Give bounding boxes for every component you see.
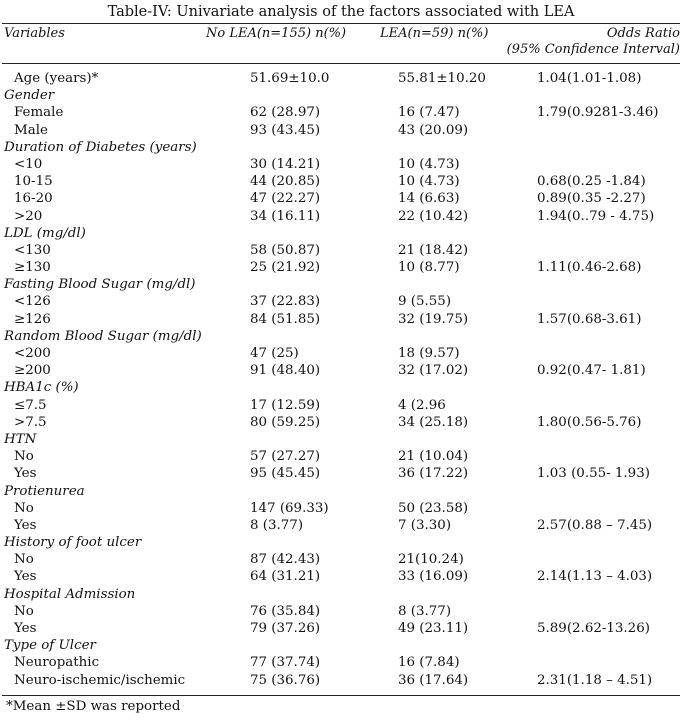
- table-row: [0, 500, 682, 517]
- section-label: HTN: [4, 431, 37, 447]
- odds-ratio-cell: 2.31(1.18 – 4.51): [537, 672, 653, 688]
- table-row: [0, 414, 682, 431]
- section-label: HBA1c (%): [4, 380, 79, 396]
- odds-ratio-cell: 0.92(0.47- 1.81): [537, 363, 646, 379]
- table-row: [0, 568, 682, 585]
- variable-label: <10: [14, 156, 43, 172]
- odds-ratio-cell: 1.11(0.46-2.68): [537, 260, 642, 276]
- lea-cell: 43 (20.09): [398, 122, 469, 138]
- table-title: Table-IV: Univariate analysis of the factors associated with LEA: [107, 4, 575, 20]
- table-row: [0, 603, 682, 620]
- lea-cell: 16 (7.84): [398, 655, 460, 671]
- section-label: Protienurea: [4, 483, 85, 499]
- odds-ratio-cell: 2.57(0.88 – 7.45): [537, 517, 653, 533]
- lea-cell: 7 (3.30): [398, 517, 452, 533]
- lea-cell: 21(10.24): [398, 552, 464, 568]
- table-row: [0, 242, 682, 259]
- odds-ratio-cell: 2.14(1.13 – 4.03): [537, 569, 653, 585]
- table-row: [0, 293, 682, 310]
- variable-label: Male: [14, 122, 48, 138]
- variable-label: <126: [14, 294, 51, 310]
- table-row: [0, 208, 682, 225]
- no-lea-cell: 80 (59.25): [250, 414, 321, 430]
- lea-cell: 21 (10.04): [398, 449, 469, 465]
- section-row: [0, 431, 682, 448]
- no-lea-cell: 77 (37.74): [250, 655, 321, 671]
- section-label: Fasting Blood Sugar (mg/dl): [4, 277, 196, 293]
- odds-ratio-cell: 0.89(0.35 -2.27): [537, 191, 646, 207]
- section-label: Random Blood Sugar (mg/dl): [4, 328, 202, 344]
- lea-cell: 34 (25.18): [398, 414, 469, 430]
- no-lea-cell: 64 (31.21): [250, 569, 321, 585]
- odds-ratio-cell: 1.04(1.01-1.08): [537, 71, 642, 86]
- table-row: [0, 345, 682, 362]
- odds-ratio-cell: 0.68(0.25 -1.84): [537, 174, 646, 190]
- no-lea-cell: 51.69±10.0: [250, 71, 330, 86]
- table-row: [0, 259, 682, 276]
- variable-label: <200: [14, 346, 51, 361]
- no-lea-cell: 34 (16.11): [250, 208, 321, 224]
- lea-cell: 36 (17.22): [398, 466, 469, 482]
- no-lea-cell: 47 (25): [250, 346, 299, 361]
- lea-cell: 33 (16.09): [398, 569, 469, 585]
- no-lea-cell: 95 (45.45): [250, 466, 321, 482]
- odds-ratio-cell: 1.80(0.56-5.76): [537, 414, 642, 430]
- table-row: [0, 311, 682, 328]
- variable-label: ≥200: [14, 363, 51, 379]
- section-row: [0, 139, 682, 156]
- section-row: [0, 328, 682, 345]
- variable-label: No: [14, 552, 34, 568]
- variable-label: Neuropathic: [14, 655, 100, 671]
- table-row: [0, 156, 682, 173]
- variable-label: Neuro-ischemic/ischemic: [14, 672, 186, 688]
- no-lea-cell: 57 (27.27): [250, 449, 321, 465]
- no-lea-cell: 25 (21.92): [250, 260, 321, 276]
- no-lea-cell: 17 (12.59): [250, 397, 321, 413]
- variable-label: Yes: [14, 621, 37, 636]
- section-label: Duration of Diabetes (years): [4, 139, 197, 155]
- table-row: [0, 104, 682, 121]
- variable-label: >7.5: [14, 414, 47, 430]
- table-row: [0, 620, 682, 637]
- header-rule: [2, 63, 680, 64]
- lea-cell: 10 (4.73): [398, 156, 460, 172]
- variable-label: ≥126: [14, 311, 51, 327]
- lea-cell: 49 (23.11): [398, 621, 469, 636]
- no-lea-cell: 93 (43.45): [250, 122, 321, 138]
- no-lea-cell: 84 (51.85): [250, 311, 321, 327]
- lea-cell: 16 (7.47): [398, 105, 460, 121]
- bottom-rule: [2, 695, 680, 696]
- odds-ratio-cell: 1.79(0.9281-3.46): [537, 105, 659, 121]
- lea-cell: 4 (2.96: [398, 397, 446, 413]
- variable-label: <130: [14, 242, 51, 258]
- lea-cell: 22 (10.42): [398, 208, 469, 224]
- no-lea-cell: 76 (35.84): [250, 603, 321, 619]
- header-no-lea: No LEA(n=155) n(%): [206, 26, 347, 41]
- variable-label: Yes: [14, 569, 37, 585]
- table-row: [0, 465, 682, 482]
- no-lea-cell: 91 (48.40): [250, 363, 321, 379]
- table-row: [0, 122, 682, 139]
- table-row: [0, 397, 682, 414]
- table-row: [0, 190, 682, 207]
- variable-label: No: [14, 603, 34, 619]
- section-row: [0, 534, 682, 551]
- header-odds-ratio-line2: (95% Confidence Interval): [506, 42, 680, 57]
- no-lea-cell: 44 (20.85): [250, 174, 321, 190]
- section-row: [0, 586, 682, 603]
- section-label: Gender: [4, 88, 55, 104]
- lea-cell: 36 (17.64): [398, 672, 469, 688]
- odds-ratio-cell: 1.94(0..79 - 4.75): [537, 208, 655, 224]
- section-label: Hospital Admission: [4, 586, 136, 602]
- variable-label: Age (years)*: [14, 71, 99, 86]
- section-label: Type of Ulcer: [4, 638, 96, 654]
- variable-label: >20: [14, 208, 43, 224]
- table-row: [0, 173, 682, 190]
- header-odds-ratio: [500, 26, 680, 58]
- table-body: [0, 70, 682, 689]
- odds-ratio-cell: 1.57(0.68-3.61): [537, 311, 642, 327]
- header-odds-ratio-line1: Odds Ratio: [606, 26, 680, 41]
- table-row: [0, 362, 682, 379]
- section-row: [0, 483, 682, 500]
- section-row: [0, 87, 682, 104]
- section-row: [0, 637, 682, 654]
- variable-label: Female: [14, 105, 64, 121]
- variable-label: ≥130: [14, 260, 51, 276]
- no-lea-cell: 147 (69.33): [250, 500, 329, 516]
- no-lea-cell: 30 (14.21): [250, 156, 321, 172]
- table-footnote: *Mean ±SD was reported: [6, 699, 181, 714]
- lea-cell: 21 (18.42): [398, 242, 469, 258]
- variable-label: Yes: [14, 517, 37, 533]
- table-row: [0, 70, 682, 87]
- table-row: [0, 551, 682, 568]
- variable-label: No: [14, 500, 34, 516]
- header-lea: LEA(n=59) n(%): [380, 26, 489, 41]
- lea-cell: 10 (8.77): [398, 260, 460, 276]
- no-lea-cell: 58 (50.87): [250, 242, 321, 258]
- variable-label: ≤7.5: [14, 397, 47, 413]
- lea-cell: 9 (5.55): [398, 294, 452, 310]
- no-lea-cell: 87 (42.43): [250, 552, 321, 568]
- variable-label: 16-20: [14, 191, 53, 207]
- section-label: History of foot ulcer: [4, 535, 142, 551]
- section-row: [0, 225, 682, 242]
- section-row: [0, 379, 682, 396]
- no-lea-cell: 8 (3.77): [250, 517, 304, 533]
- lea-cell: 50 (23.58): [398, 500, 469, 516]
- variable-label: No: [14, 449, 34, 465]
- lea-cell: 32 (17.02): [398, 363, 469, 379]
- lea-cell: 18 (9.57): [398, 346, 460, 361]
- lea-cell: 8 (3.77): [398, 603, 452, 619]
- odds-ratio-cell: 5.89(2.62-13.26): [537, 621, 650, 636]
- lea-cell: 32 (19.75): [398, 311, 469, 327]
- variable-label: 10-15: [14, 174, 53, 190]
- table-row: [0, 672, 682, 689]
- no-lea-cell: 79 (37.26): [250, 621, 321, 636]
- no-lea-cell: 47 (22.27): [250, 191, 321, 207]
- odds-ratio-cell: 1.03 (0.55- 1.93): [537, 466, 650, 482]
- no-lea-cell: 37 (22.83): [250, 294, 321, 310]
- no-lea-cell: 75 (36.76): [250, 672, 321, 688]
- lea-cell: 10 (4.73): [398, 174, 460, 190]
- no-lea-cell: 62 (28.97): [250, 105, 321, 121]
- section-row: [0, 276, 682, 293]
- section-label: LDL (mg/dl): [4, 225, 86, 241]
- lea-cell: 55.81±10.20: [398, 71, 486, 86]
- table-row: [0, 448, 682, 465]
- variable-label: Yes: [14, 466, 37, 482]
- header-variables: Variables: [4, 26, 65, 41]
- table-row: [0, 654, 682, 671]
- table-row: [0, 517, 682, 534]
- lea-cell: 14 (6.63): [398, 191, 460, 207]
- top-rule: [2, 23, 680, 24]
